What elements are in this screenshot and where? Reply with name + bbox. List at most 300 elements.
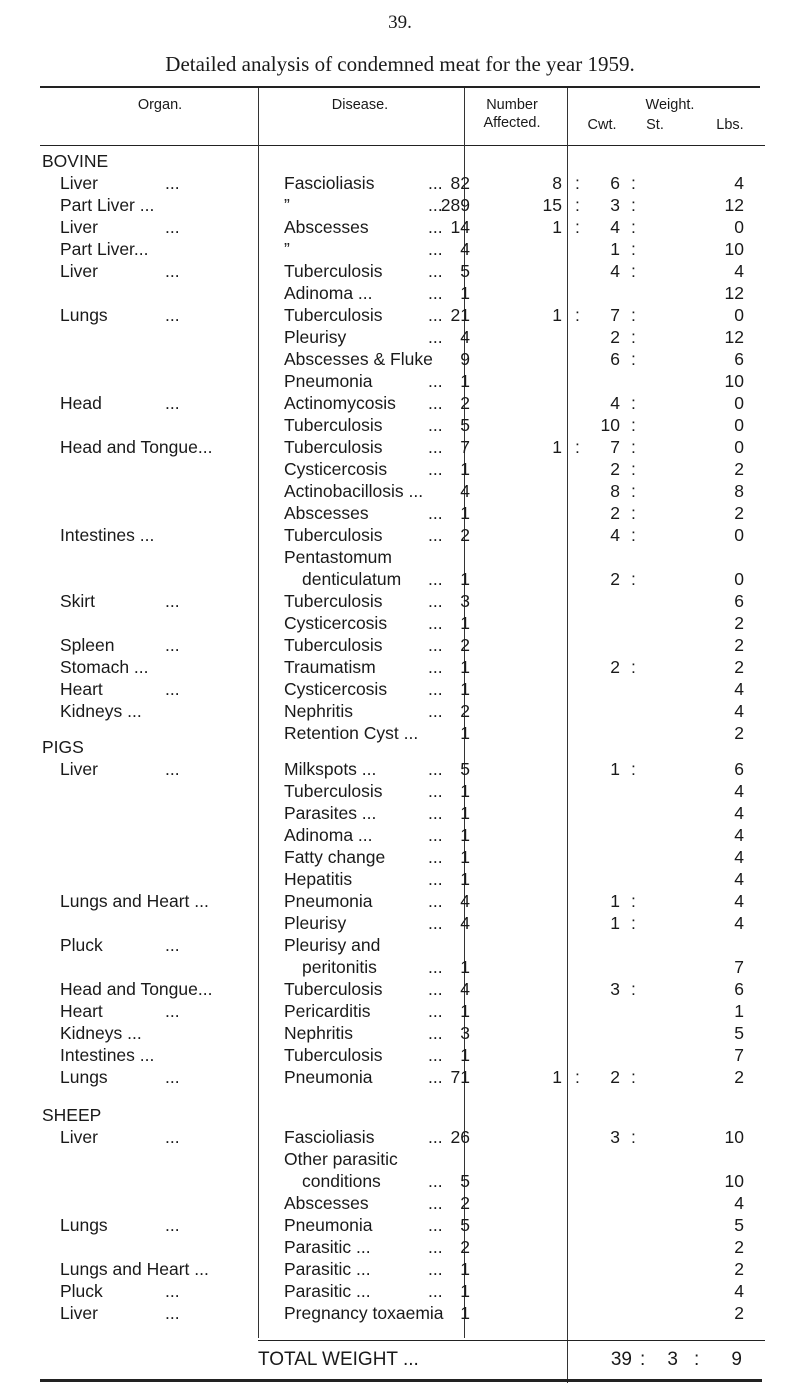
number-cell: 5 — [460, 759, 470, 779]
disease-cell: denticulatum — [302, 569, 402, 589]
leader-dots: ... — [428, 759, 443, 779]
lbs-cell: 2 — [734, 459, 744, 479]
number-cell: 1 — [460, 1001, 470, 1021]
organ-cell: Pluck — [60, 1281, 103, 1301]
disease-cell: Pleurisy — [284, 327, 347, 347]
cwt-cell: 8 — [552, 173, 562, 193]
lbs-cell: 4 — [734, 701, 744, 721]
leader-dots: ... — [428, 569, 443, 589]
lbs-cell: 2 — [734, 503, 744, 523]
organ-cell: Head and Tongue... — [60, 979, 213, 999]
colon: : — [631, 173, 636, 193]
header-rule — [40, 145, 765, 146]
leader-dots: ... — [428, 217, 443, 237]
disease-cell: Tuberculosis — [284, 591, 383, 611]
organ-cell: Kidneys ... — [60, 1023, 142, 1043]
lbs-cell: 6 — [734, 979, 744, 999]
number-cell: 2 — [460, 635, 470, 655]
disease-cell: Abscesses & Fluke — [284, 349, 433, 369]
colon: : — [631, 569, 636, 589]
colon: : — [631, 239, 636, 259]
section-title: PIGS — [42, 737, 84, 757]
lbs-cell: 8 — [734, 481, 744, 501]
st-cell: 2 — [610, 569, 620, 589]
disease-cell: Nephritis — [284, 1023, 354, 1043]
number-cell: 4 — [460, 913, 470, 933]
lbs-cell: 2 — [734, 1259, 744, 1279]
disease-cell: Abscesses — [284, 1193, 369, 1213]
lbs-cell: 10 — [724, 1171, 744, 1191]
disease-cell: ” — [284, 195, 290, 215]
lbs-cell: 4 — [734, 913, 744, 933]
organ-cell: Lungs — [60, 1215, 108, 1235]
number-cell: 2 — [460, 1193, 470, 1213]
weight-header: Weight. — [645, 97, 695, 113]
leader-dots: ... — [428, 957, 443, 977]
leader-dots: ... — [428, 781, 443, 801]
leader-dots: ... — [428, 459, 443, 479]
lbs-cell: 0 — [734, 415, 744, 435]
leader-dots: ... — [428, 657, 443, 677]
leader-dots: ... — [428, 261, 443, 281]
disease-cell: conditions — [302, 1171, 381, 1191]
number-cell: 1 — [460, 569, 470, 589]
cwt-cell: 1 — [552, 305, 562, 325]
colon: : — [575, 1067, 580, 1087]
leader-dots: ... — [428, 1023, 443, 1043]
leader-dots: ... — [165, 759, 180, 779]
disease-cell: Pentastomum — [284, 547, 392, 567]
number-cell: 5 — [460, 415, 470, 435]
disease-cell: Abscesses — [284, 217, 369, 237]
disease-cell: Actinobacillosis ... — [284, 481, 424, 501]
organ-cell: Liver — [60, 173, 98, 193]
number-cell: 4 — [460, 239, 470, 259]
disease-cell: ” — [284, 239, 290, 259]
number-cell: 1 — [460, 679, 470, 699]
colon: : — [575, 305, 580, 325]
lbs-cell: 2 — [734, 657, 744, 677]
lbs-cell: 2 — [734, 1237, 744, 1257]
disease-cell: Tuberculosis — [284, 437, 383, 457]
organ-cell: Liver — [60, 261, 98, 281]
leader-dots: ... — [428, 591, 443, 611]
lbs-cell: 0 — [734, 393, 744, 413]
leader-dots: ... — [165, 679, 180, 699]
organ-cell: Heart — [60, 679, 103, 699]
organ-cell: Head — [60, 393, 102, 413]
leader-dots: ... — [428, 979, 443, 999]
number-cell: 14 — [450, 217, 470, 237]
lbs-cell: 2 — [734, 1303, 744, 1323]
disease-cell: Cysticercosis — [284, 679, 388, 699]
disease-cell: Fatty change — [284, 847, 386, 867]
total-colon-2: : — [694, 1349, 700, 1370]
colon: : — [631, 459, 636, 479]
lbs-cell: 5 — [734, 1023, 744, 1043]
organ-cell: Part Liver... — [60, 239, 149, 259]
st-cell: 1 — [610, 913, 620, 933]
disease-cell: Pleurisy and — [284, 935, 381, 955]
number-cell: 1 — [460, 803, 470, 823]
disease-cell: Retention Cyst ... — [284, 723, 419, 743]
leader-dots: ... — [428, 913, 443, 933]
leader-dots: ... — [428, 1237, 443, 1257]
colon: : — [575, 437, 580, 457]
number-cell: 4 — [460, 327, 470, 347]
leader-dots: ... — [428, 613, 443, 633]
disease-cell: peritonitis — [302, 957, 377, 977]
number-cell: 1 — [460, 1045, 470, 1065]
leader-dots: ... — [428, 415, 443, 435]
disease-cell: Tuberculosis — [284, 525, 383, 545]
cwt-cell: 1 — [552, 217, 562, 237]
number-cell: 26 — [450, 1127, 470, 1147]
leader-dots: ... — [428, 437, 443, 457]
lbs-cell: 0 — [734, 217, 744, 237]
leader-dots: ... — [428, 1281, 443, 1301]
disease-cell: Pneumonia — [284, 1215, 373, 1235]
number-cell: 4 — [460, 891, 470, 911]
organ-cell: Lungs — [60, 1067, 108, 1087]
leader-dots: ... — [428, 1045, 443, 1065]
leader-dots: ... — [428, 371, 443, 391]
leader-dots: ... — [428, 327, 443, 347]
leader-dots: ... — [428, 635, 443, 655]
disease-cell: Parasitic ... — [284, 1259, 371, 1279]
st-cell: 1 — [610, 891, 620, 911]
disease-cell: Fascioliasis — [284, 173, 375, 193]
st-cell: 1 — [610, 239, 620, 259]
st-cell: 2 — [610, 327, 620, 347]
st-cell: 6 — [610, 349, 620, 369]
disease-cell: Pericarditis — [284, 1001, 371, 1021]
lbs-cell: 0 — [734, 437, 744, 457]
leader-dots: ... — [428, 1215, 443, 1235]
leader-dots: ... — [165, 393, 180, 413]
number-cell: 289 — [440, 195, 470, 215]
disease-cell: Hepatitis — [284, 869, 353, 889]
lbs-cell: 2 — [734, 635, 744, 655]
disease-cell: Pneumonia — [284, 891, 373, 911]
leader-dots: ... — [428, 869, 443, 889]
leader-dots: ... — [428, 1067, 443, 1087]
colon: : — [631, 393, 636, 413]
colon: : — [631, 305, 636, 325]
cwt-cell: 15 — [542, 195, 562, 215]
total-label: TOTAL WEIGHT ... — [258, 1349, 419, 1370]
top-rule — [40, 86, 760, 88]
organ-cell: Liver — [60, 217, 98, 237]
st-header: St. — [646, 117, 664, 133]
organ-cell: Head and Tongue... — [60, 437, 213, 457]
colon: : — [631, 913, 636, 933]
lbs-cell: 12 — [724, 195, 744, 215]
lbs-cell: 6 — [734, 349, 744, 369]
number-cell: 1 — [460, 847, 470, 867]
number-cell: 5 — [460, 261, 470, 281]
leader-dots: ... — [428, 525, 443, 545]
number-cell: 1 — [460, 825, 470, 845]
lbs-cell: 10 — [724, 239, 744, 259]
colon: : — [631, 525, 636, 545]
total-cwt: 39 — [610, 1349, 632, 1370]
number-cell: 5 — [460, 1215, 470, 1235]
colon: : — [631, 1127, 636, 1147]
number-cell: 4 — [460, 979, 470, 999]
leader-dots: ... — [428, 173, 443, 193]
st-cell: 6 — [610, 173, 620, 193]
lbs-cell: 6 — [734, 591, 744, 611]
number-cell: 1 — [460, 957, 470, 977]
colon: : — [631, 437, 636, 457]
number-cell: 5 — [460, 1171, 470, 1191]
leader-dots: ... — [165, 1215, 180, 1235]
organ-cell: Pluck — [60, 935, 103, 955]
number-cell: 82 — [450, 173, 470, 193]
organ-cell: Lungs — [60, 305, 108, 325]
number-cell: 71 — [450, 1067, 470, 1087]
colon: : — [631, 217, 636, 237]
number-cell: 2 — [460, 525, 470, 545]
total-st: 3 — [667, 1349, 678, 1370]
disease-cell: Pleurisy — [284, 913, 347, 933]
lbs-cell: 1 — [734, 1001, 744, 1021]
lbs-cell: 10 — [724, 1127, 744, 1147]
lbs-cell: 4 — [734, 781, 744, 801]
st-cell: 2 — [610, 459, 620, 479]
colon: : — [575, 173, 580, 193]
lbs-cell: 4 — [734, 679, 744, 699]
section-title: BOVINE — [42, 151, 109, 171]
lbs-cell: 4 — [734, 803, 744, 823]
leader-dots: ... — [428, 195, 443, 215]
disease-cell: Adinoma ... — [284, 283, 373, 303]
number-cell: 21 — [450, 305, 470, 325]
colon: : — [631, 415, 636, 435]
lbs-cell: 0 — [734, 525, 744, 545]
leader-dots: ... — [428, 503, 443, 523]
colon: : — [631, 349, 636, 369]
lbs-cell: 4 — [734, 869, 744, 889]
number-cell: 1 — [460, 503, 470, 523]
organ-cell: Lungs and Heart ... — [60, 1259, 209, 1279]
page-number: 39. — [388, 12, 412, 33]
disease-cell: Milkspots ... — [284, 759, 377, 779]
page-bottom-rule — [40, 1379, 762, 1382]
organ-cell: Skirt — [60, 591, 95, 611]
lbs-cell: 4 — [734, 1193, 744, 1213]
disease-cell: Tuberculosis — [284, 979, 383, 999]
cwt-cell: 1 — [552, 1067, 562, 1087]
leader-dots: ... — [165, 591, 180, 611]
leader-dots: ... — [428, 1001, 443, 1021]
leader-dots: ... — [428, 803, 443, 823]
lbs-cell: 4 — [734, 825, 744, 845]
leader-dots: ... — [428, 847, 443, 867]
affected-header: Affected. — [483, 115, 541, 131]
lbs-cell: 4 — [734, 173, 744, 193]
lbs-cell: 12 — [724, 327, 744, 347]
organ-cell: Intestines ... — [60, 1045, 155, 1065]
page-title: Detailed analysis of condemned meat for the year 1959. — [165, 52, 635, 76]
st-cell: 4 — [610, 393, 620, 413]
disease-cell: Tuberculosis — [284, 415, 383, 435]
st-cell: 3 — [610, 1127, 620, 1147]
colon: : — [575, 195, 580, 215]
disease-cell: Traumatism — [284, 657, 376, 677]
table-row — [0, 1303, 800, 1329]
st-cell: 7 — [610, 305, 620, 325]
lbs-cell: 4 — [734, 847, 744, 867]
st-cell: 2 — [610, 1067, 620, 1087]
disease-cell: Abscesses — [284, 503, 369, 523]
leader-dots: ... — [165, 1281, 180, 1301]
lbs-cell: 5 — [734, 1215, 744, 1235]
lbs-cell: 2 — [734, 1067, 744, 1087]
organ-cell: Intestines ... — [60, 525, 155, 545]
leader-dots: ... — [428, 1193, 443, 1213]
organ-cell: Part Liver ... — [60, 195, 155, 215]
leader-dots: ... — [428, 679, 443, 699]
leader-dots: ... — [165, 1001, 180, 1021]
leader-dots: ... — [428, 393, 443, 413]
organ-cell: Liver — [60, 1303, 98, 1323]
colon: : — [575, 217, 580, 237]
organ-cell: Spleen — [60, 635, 115, 655]
lbs-cell: 7 — [734, 1045, 744, 1065]
number-cell: 2 — [460, 701, 470, 721]
st-cell: 4 — [610, 261, 620, 281]
disease-cell: Tuberculosis — [284, 261, 383, 281]
number-cell: 9 — [460, 349, 470, 369]
colon: : — [631, 657, 636, 677]
lbs-cell: 4 — [734, 891, 744, 911]
disease-cell: Adinoma ... — [284, 825, 373, 845]
section-title: SHEEP — [42, 1105, 102, 1125]
number-cell: 1 — [460, 781, 470, 801]
number-cell: 1 — [460, 1281, 470, 1301]
st-cell: 4 — [610, 217, 620, 237]
leader-dots: ... — [428, 1259, 443, 1279]
st-cell: 1 — [610, 759, 620, 779]
disease-cell: Tuberculosis — [284, 305, 383, 325]
disease-cell: Cysticercosis — [284, 459, 388, 479]
disease-cell: Nephritis — [284, 701, 354, 721]
leader-dots: ... — [165, 935, 180, 955]
leader-dots: ... — [165, 1303, 180, 1323]
disease-cell: Parasitic ... — [284, 1281, 371, 1301]
leader-dots: ... — [165, 261, 180, 281]
lbs-cell: 6 — [734, 759, 744, 779]
number-cell: 2 — [460, 1237, 470, 1257]
disease-cell: Actinomycosis — [284, 393, 396, 413]
leader-dots: ... — [428, 283, 443, 303]
st-cell: 8 — [610, 481, 620, 501]
disease-cell: Other parasitic — [284, 1149, 398, 1169]
disease-cell: Pneumonia — [284, 1067, 373, 1087]
leader-dots: ... — [165, 1127, 180, 1147]
colon: : — [631, 891, 636, 911]
leader-dots: ... — [165, 217, 180, 237]
total-lbs: 9 — [731, 1349, 742, 1370]
organ-cell: Liver — [60, 759, 98, 779]
colon: : — [631, 979, 636, 999]
lbs-cell: 4 — [734, 261, 744, 281]
colon: : — [631, 327, 636, 347]
leader-dots: ... — [428, 239, 443, 259]
number-cell: 1 — [460, 459, 470, 479]
leader-dots: ... — [165, 635, 180, 655]
st-cell: 4 — [610, 525, 620, 545]
cwt-cell: 1 — [552, 437, 562, 457]
st-cell: 2 — [610, 503, 620, 523]
colon: : — [631, 261, 636, 281]
disease-cell: Tuberculosis — [284, 1045, 383, 1065]
leader-dots: ... — [428, 701, 443, 721]
lbs-cell: 0 — [734, 305, 744, 325]
organ-cell: Kidneys ... — [60, 701, 142, 721]
lbs-cell: 7 — [734, 957, 744, 977]
st-cell: 7 — [610, 437, 620, 457]
organ-cell: Lungs and Heart ... — [60, 891, 209, 911]
disease-cell: Fascioliasis — [284, 1127, 375, 1147]
leader-dots: ... — [428, 1127, 443, 1147]
disease-cell: Parasitic ... — [284, 1237, 371, 1257]
number-cell: 3 — [460, 1023, 470, 1043]
lbs-cell: 10 — [724, 371, 744, 391]
leader-dots: ... — [428, 1171, 443, 1191]
st-cell: 10 — [600, 415, 620, 435]
table-row — [0, 1067, 800, 1093]
number-cell: 1 — [460, 371, 470, 391]
leader-dots: ... — [165, 1067, 180, 1087]
organ-cell: Heart — [60, 1001, 103, 1021]
table-bottom-rule — [258, 1340, 765, 1341]
st-cell: 3 — [610, 195, 620, 215]
lbs-header: Lbs. — [716, 117, 744, 133]
number-cell: 2 — [460, 393, 470, 413]
number-cell: 1 — [460, 1259, 470, 1279]
number-header: Number — [486, 97, 538, 113]
organ-cell: Stomach ... — [60, 657, 149, 677]
number-cell: 1 — [460, 283, 470, 303]
leader-dots: ... — [428, 891, 443, 911]
number-cell: 1 — [460, 613, 470, 633]
lbs-cell: 12 — [724, 283, 744, 303]
disease-cell: Pneumonia — [284, 371, 373, 391]
number-cell: 4 — [460, 481, 470, 501]
lbs-cell: 4 — [734, 1281, 744, 1301]
disease-header: Disease. — [331, 97, 389, 113]
st-cell: 2 — [610, 657, 620, 677]
number-cell: 3 — [460, 591, 470, 611]
leader-dots: ... — [428, 305, 443, 325]
disease-cell: Cysticercosis — [284, 613, 388, 633]
disease-cell: Parasites ... — [284, 803, 377, 823]
organ-header: Organ. — [137, 97, 183, 113]
number-cell: 7 — [460, 437, 470, 457]
cwt-header: Cwt. — [587, 117, 617, 133]
number-cell: 1 — [460, 869, 470, 889]
number-cell: 1 — [460, 657, 470, 677]
disease-cell: Pregnancy toxaemia — [284, 1303, 444, 1323]
lbs-cell: 2 — [734, 723, 744, 743]
disease-cell: Tuberculosis — [284, 781, 383, 801]
lbs-cell: 0 — [734, 569, 744, 589]
colon: : — [631, 1067, 636, 1087]
leader-dots: ... — [165, 173, 180, 193]
